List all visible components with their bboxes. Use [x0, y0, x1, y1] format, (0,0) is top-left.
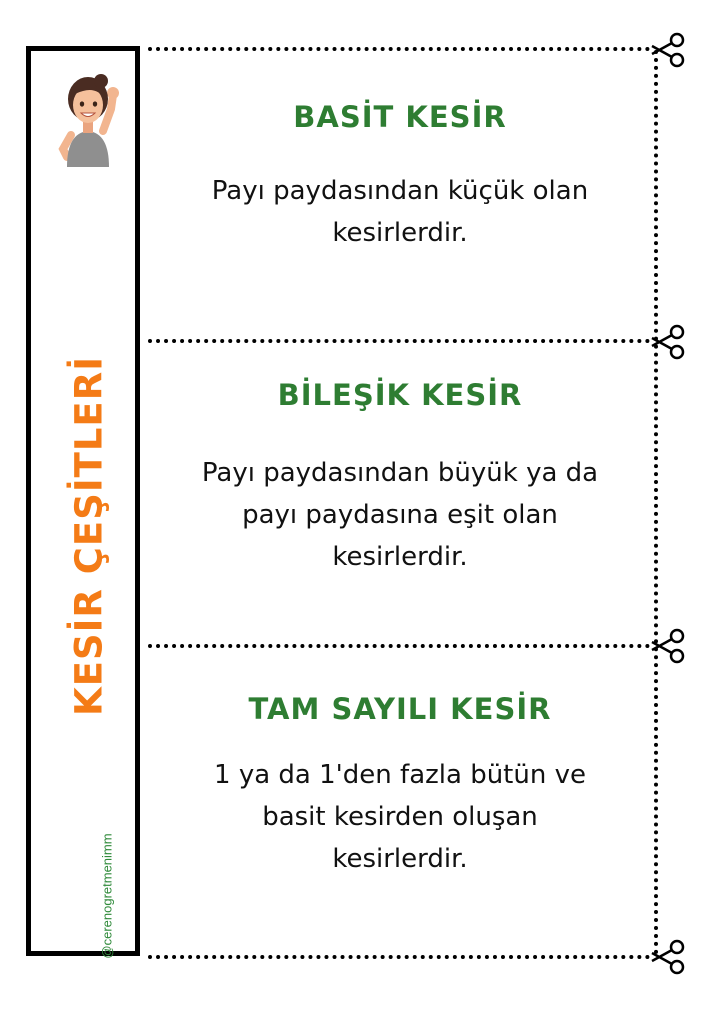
description-line: 1 ya da 1'den fazla bütün ve	[214, 760, 586, 790]
panel-title: KESİR ÇEŞİTLERİ	[67, 356, 111, 716]
section-description-bilesik	[145, 452, 655, 578]
section-heading-basit: BASİT KESİR	[293, 100, 507, 134]
scissors-icon	[648, 937, 688, 977]
cut-line-2	[148, 644, 650, 648]
description-line: Payı paydasından büyük ya da	[201, 458, 599, 488]
cut-line-top	[148, 47, 650, 51]
credit-handle: @cerenogretmenimm	[99, 833, 115, 959]
scissors-icon	[648, 30, 688, 70]
description-line: Payı paydasından küçük olan	[211, 176, 589, 206]
description-line: kesirlerdir.	[332, 218, 468, 248]
cut-line-1	[148, 339, 650, 343]
scissors-icon	[648, 322, 688, 362]
scissors-icon	[648, 626, 688, 666]
description-line: basit kesirden oluşan	[262, 802, 538, 832]
description-line: kesirlerdir.	[332, 542, 468, 572]
section-heading-bilesik: BİLEŞİK KESİR	[277, 378, 523, 412]
side-panel	[26, 46, 140, 959]
section-heading-tam-sayili: TAM SAYILI KESİR	[248, 692, 552, 726]
section-description-tam-sayili	[145, 754, 655, 880]
cut-line-bottom	[148, 955, 650, 959]
description-line: kesirlerdir.	[332, 844, 468, 874]
description-line: payı paydasına eşit olan	[242, 500, 558, 530]
avatar	[53, 69, 123, 169]
section-description-basit	[145, 170, 655, 254]
